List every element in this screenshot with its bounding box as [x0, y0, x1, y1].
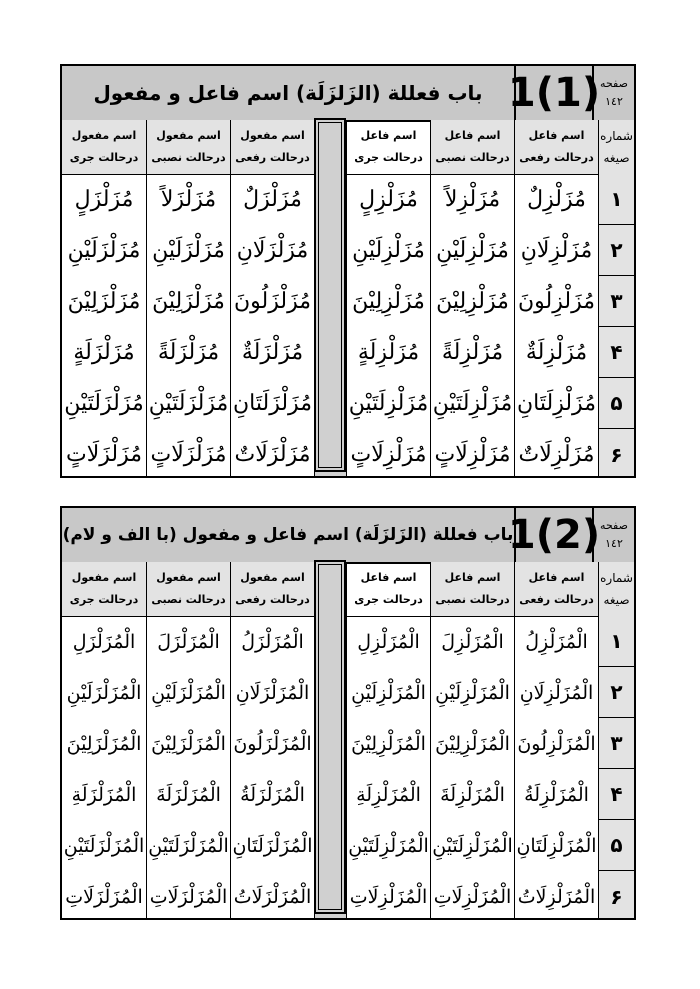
number-header: شماره صیغه: [598, 120, 634, 174]
word-cell: مُزَلْزِلَتَيْنِ: [348, 391, 429, 416]
word-cell: الْمُزَلْزَلَتَيْنِ: [63, 834, 145, 857]
table-header: [62, 66, 634, 122]
word-cell: الْمُزَلْزِلِيْنَ: [351, 732, 426, 755]
word-cell: مُزَلْزَلُونَ: [234, 289, 311, 314]
word-cell: مُزَلْزِلَاتٌ: [518, 442, 595, 467]
word-cell: مُزَلْزِلَةٍ: [357, 340, 420, 365]
word-cell: مُزَلْزَلٍ: [74, 187, 134, 212]
word-cell: مُزَلْزَلَاتٌ: [234, 442, 311, 467]
word-cell: الْمُزَلْزَلُونَ: [233, 732, 312, 755]
table-title: باب فعللة (الزَلزَلَة) اسم فاعل و مفعول (با الف و لام): [62, 525, 514, 545]
row-number: ۴: [599, 769, 634, 820]
word-cell: مُزَلْزَلَانِ: [236, 238, 309, 263]
word-cell: الْمُزَلْزَلَاتِ: [149, 885, 228, 908]
row-number: ۳: [599, 718, 634, 769]
word-cell: مُزَلْزِلَةٌ: [525, 340, 588, 365]
word-cell: الْمُزَلْزِلِيْنَ: [435, 732, 510, 755]
center-divider: [314, 560, 346, 914]
word-cell: الْمُزَلْزَلَاتِ: [65, 885, 143, 908]
column-headers: [62, 562, 634, 617]
word-cell: الْمُزَلْزَلَةِ: [71, 783, 137, 806]
table-body: [62, 174, 634, 476]
word-cell: الْمُزَلْزِلَةَ: [440, 783, 505, 806]
word-cell: مُزَلْزَلِيْنَ: [152, 289, 225, 314]
word-cell: مُزَلْزَلَةٍ: [73, 340, 135, 365]
word-cell: الْمُزَلْزَلَتَانِ: [232, 834, 313, 857]
word-cell: مُزَلْزِلَةً: [441, 340, 504, 365]
table-header: [62, 508, 634, 564]
word-cell: مُزَلْزِلاً: [444, 187, 501, 212]
row-number: ۱: [599, 174, 634, 225]
conjugation-table-1: [60, 64, 636, 478]
header-cell: اسم مفعول درحالت جری: [62, 120, 146, 174]
row-number-column: [598, 174, 634, 476]
page-reference: [594, 66, 634, 120]
column-fail-jarr: [346, 616, 430, 918]
word-cell: مُزَلْزِلٌ: [527, 187, 586, 212]
word-cell: الْمُزَلْزِلَانِ: [519, 681, 594, 704]
number-header: شماره صیغه: [598, 562, 634, 616]
page-label: صفحه: [600, 519, 628, 532]
header-cell: اسم فاعل درحالت نصبی: [430, 562, 514, 616]
word-cell: الْمُزَلْزِلِ: [357, 630, 420, 653]
word-cell: مُزَلْزَلَيْنِ: [152, 238, 225, 263]
word-cell: مُزَلْزَلَةً: [157, 340, 220, 365]
row-number: ۵: [599, 820, 634, 871]
header-cell: اسم مفعول درحالت رفعی: [230, 562, 314, 616]
row-number: ۲: [599, 667, 634, 718]
word-cell: الْمُزَلْزَلَيْنِ: [66, 681, 142, 704]
word-cell: الْمُزَلْزِلَاتُ: [517, 885, 596, 908]
row-number: ۶: [610, 442, 623, 467]
word-cell: الْمُزَلْزَلِيْنَ: [151, 732, 226, 755]
word-cell: مُزَلْزِلِيْنَ: [436, 289, 509, 314]
table-number: (1)1: [514, 66, 594, 120]
word-cell: الْمُزَلْزِلَ: [441, 630, 504, 653]
word-cell: الْمُزَلْزِلَتَيْنِ: [348, 834, 429, 857]
row-number: ۶: [610, 884, 623, 909]
word-cell: الْمُزَلْزِلَةِ: [356, 783, 421, 806]
column-fail-raf: [514, 616, 598, 918]
word-cell: مُزَلْزِلَيْنِ: [352, 238, 425, 263]
word-cell: الْمُزَلْزِلَاتِ: [349, 885, 428, 908]
header-cell: اسم مفعول درحالت نصبی: [146, 120, 230, 174]
word-cell: مُزَلْزَلَاتٍ: [150, 442, 227, 467]
word-cell: مُزَلْزَلَاتٍ: [65, 442, 143, 467]
table-body: [62, 616, 634, 918]
row-number: ۳: [599, 276, 634, 327]
header-cell: اسم فاعل درحالت رفعی: [514, 562, 598, 616]
word-cell: مُزَلْزِلَتَانِ: [517, 391, 596, 416]
word-cell: مُزَلْزِلِيْنَ: [352, 289, 425, 314]
column-fail-nasb: [430, 174, 514, 476]
word-cell: الْمُزَلْزَلَةَ: [156, 783, 221, 806]
column-maf-nasb: [146, 616, 230, 918]
word-cell: الْمُزَلْزِلَتَيْنِ: [432, 834, 513, 857]
word-cell: الْمُزَلْزِلَاتِ: [433, 885, 512, 908]
word-cell: الْمُزَلْزِلَتَانِ: [516, 834, 597, 857]
conjugation-table-2: [60, 506, 636, 920]
header-cell: اسم فاعل درحالت جری: [346, 120, 430, 174]
word-cell: الْمُزَلْزَلَيْنِ: [151, 681, 226, 704]
column-maf-nasb: [146, 174, 230, 476]
word-cell: الْمُزَلْزِلُ: [525, 630, 588, 653]
word-cell: الْمُزَلْزِلَيْنِ: [435, 681, 510, 704]
column-maf-raf: [230, 174, 314, 476]
column-fail-nasb: [430, 616, 514, 918]
word-cell: الْمُزَلْزَلَاتُ: [233, 885, 312, 908]
word-cell: مُزَلْزِلٍ: [359, 187, 418, 212]
word-cell: الْمُزَلْزَلُ: [241, 630, 304, 653]
row-number: ۴: [599, 327, 634, 378]
word-cell: مُزَلْزَلاً: [160, 187, 217, 212]
word-cell: الْمُزَلْزِلَةُ: [524, 783, 589, 806]
word-cell: مُزَلْزِلَيْنِ: [436, 238, 509, 263]
page-number: ١٤٢: [605, 95, 623, 108]
row-number: ۵: [599, 378, 634, 429]
page-label: صفحه: [600, 77, 628, 90]
word-cell: مُزَلْزِلَاتٍ: [350, 442, 427, 467]
header-cell: اسم فاعل درحالت نصبی: [430, 120, 514, 174]
word-cell: مُزَلْزَلَةٌ: [241, 340, 304, 365]
word-cell: الْمُزَلْزَلَةُ: [240, 783, 305, 806]
word-cell: الْمُزَلْزَلِيْنَ: [66, 732, 142, 755]
header-cell: اسم فاعل درحالت رفعی: [514, 120, 598, 174]
word-cell: الْمُزَلْزَلَانِ: [235, 681, 310, 704]
word-cell: مُزَلْزَلَتَيْنِ: [148, 391, 229, 416]
column-maf-raf: [230, 616, 314, 918]
word-cell: مُزَلْزَلَتَانِ: [233, 391, 312, 416]
word-cell: الْمُزَلْزَلِ: [72, 630, 136, 653]
table-number: (2)1: [514, 508, 594, 562]
header-cell: اسم مفعول درحالت جری: [62, 562, 146, 616]
word-cell: مُزَلْزِلَاتٍ: [434, 442, 511, 467]
column-maf-jarr: [62, 174, 146, 476]
page-number: ١٤٢: [605, 537, 623, 550]
column-fail-raf: [514, 174, 598, 476]
header-cell: اسم مفعول درحالت نصبی: [146, 562, 230, 616]
header-cell: اسم فاعل درحالت جری: [346, 562, 430, 616]
center-divider: [314, 118, 346, 472]
word-cell: الْمُزَلْزِلُونَ: [517, 732, 596, 755]
table-title: باب فعللة (الزَلزَلَة) اسم فاعل و مفعول: [93, 81, 483, 105]
word-cell: مُزَلْزِلَتَيْنِ: [432, 391, 513, 416]
word-cell: مُزَلْزِلُونَ: [518, 289, 595, 314]
word-cell: الْمُزَلْزَلَتَيْنِ: [148, 834, 229, 857]
word-cell: مُزَلْزَلَتَيْنِ: [64, 391, 144, 416]
page-reference: [594, 508, 634, 562]
column-fail-jarr: [346, 174, 430, 476]
row-number: ۲: [599, 225, 634, 276]
column-maf-jarr: [62, 616, 146, 918]
word-cell: الْمُزَلْزِلَيْنِ: [351, 681, 426, 704]
row-number-column: [598, 616, 634, 918]
column-headers: [62, 120, 634, 175]
word-cell: الْمُزَلْزَلَ: [157, 630, 220, 653]
word-cell: مُزَلْزَلٌ: [243, 187, 302, 212]
word-cell: مُزَلْزِلَانِ: [520, 238, 593, 263]
word-cell: مُزَلْزَلَيْنِ: [67, 238, 141, 263]
header-cell: اسم مفعول درحالت رفعی: [230, 120, 314, 174]
word-cell: مُزَلْزَلِيْنَ: [67, 289, 141, 314]
row-number: ۱: [599, 616, 634, 667]
